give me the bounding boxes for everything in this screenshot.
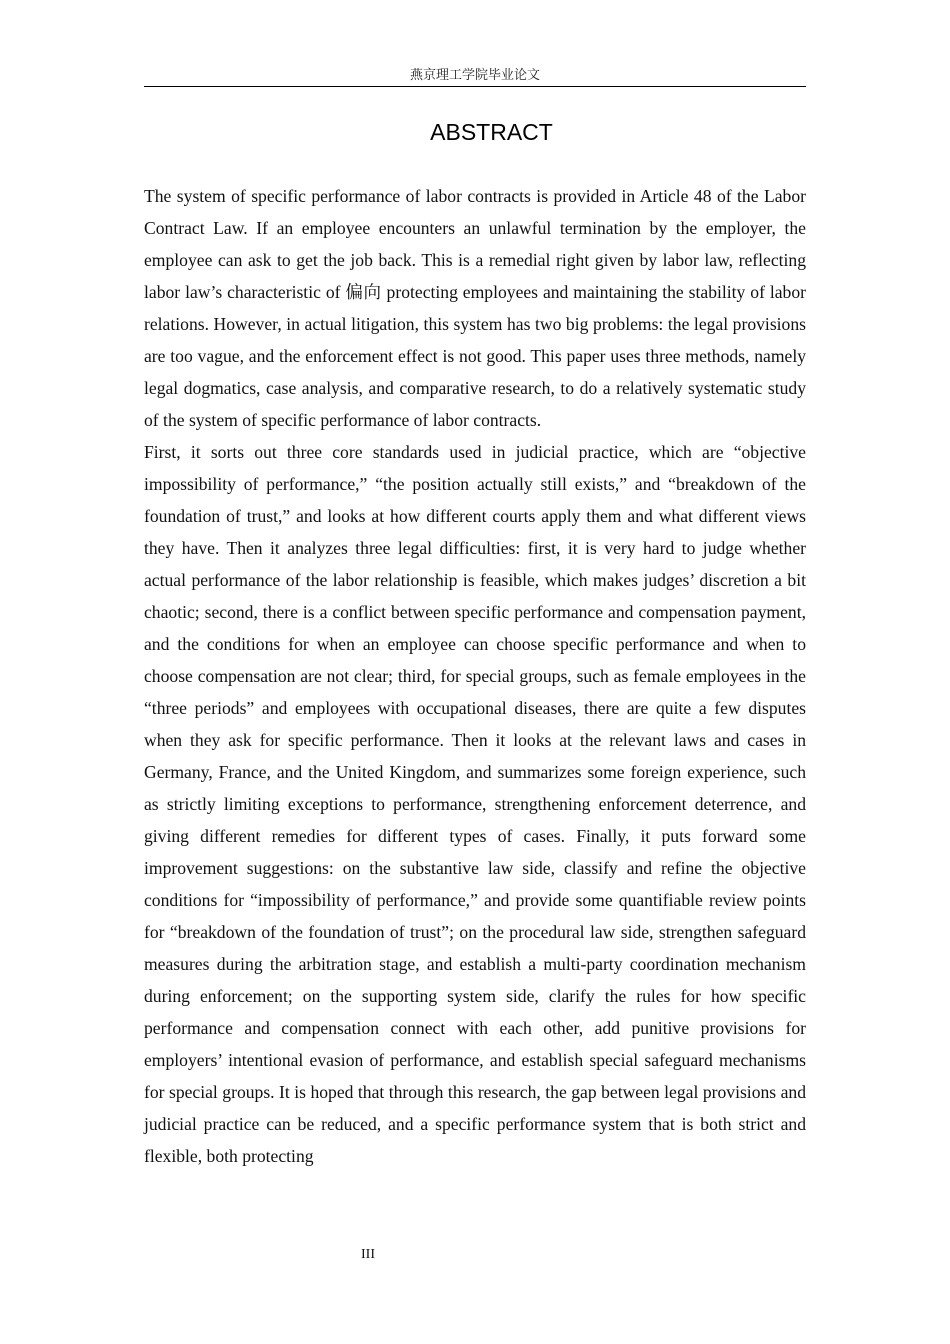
page-number: III — [361, 1247, 375, 1262]
abstract-title: ABSTRACT — [430, 119, 553, 145]
header-rule — [144, 86, 806, 87]
running-header: 燕京理工学院毕业论文 — [409, 68, 540, 83]
abstract-paragraph-1: The system of specific performance of labor contracts is provided in Article 48 of the Labor Contract Law. If an employee encounters an unlawful termination by the employer, the employee can ask to get the job back. This is a remedial right given by labor law, reflecting labor law’s characteristic of 偏向 protecting employees and maintaining the stability of labor relations. However, in actual litigation, this system has two big problems: the legal provisions are too vague, and the enforcement effect is not good. This paper uses three methods, namely legal dogmatics, case analysis, and comparative research, to do a relatively systematic study of the system of specific performance of labor contracts. — [144, 186, 806, 430]
abstract-paragraph-2: First, it sorts out three core standards used in judicial practice, which are “objective impossibility of performance,” “the position actually still exists,” and “breakdown of the foundation of trust,” and looks at how different courts apply them and what different views they have. Then it analyzes three legal difficulties: first, it is very hard to judge whether actual performance of the labor relationship is feasible, which makes judges’ discretion a bit chaotic; second, there is a conflict between specific performance and compensation payment, and the conditions for when an employee can choose specific performance and when to choose compensation are not clear; third, for special groups, such as female employees in the “three periods” and employees with occupational diseases, there are quite a few disputes when they ask for specific performance. Then it looks at the relevant laws and cases in Germany, France, and the United Kingdom, and summarizes some foreign experience, such as strictly limiting exceptions to performance, strengthening enforcement deterrence, and giving different remedies for different types of cases. Finally, it puts forward some improvement suggestions: on the substantive law side, classify and refine the objective conditions for “impossibility of performance,” and provide some quantifiable review points for “breakdown of the foundation of trust”; on the procedural law side, strengthen safeguard measures during the arbitration stage, and establish a multi-party coordination mechanism during enforcement; on the supporting system side, clarify the rules for how specific performance and compensation connect with each other, add punitive provisions for employers’ intentional evasion of performance, and establish special safeguard mechanisms for special groups. It is hoped that through this research, the gap between legal provisions and judicial practice can be reduced, and a specific performance system that is both strict and flexible, both protecting — [144, 442, 806, 1166]
abstract-body — [144, 180, 806, 1172]
